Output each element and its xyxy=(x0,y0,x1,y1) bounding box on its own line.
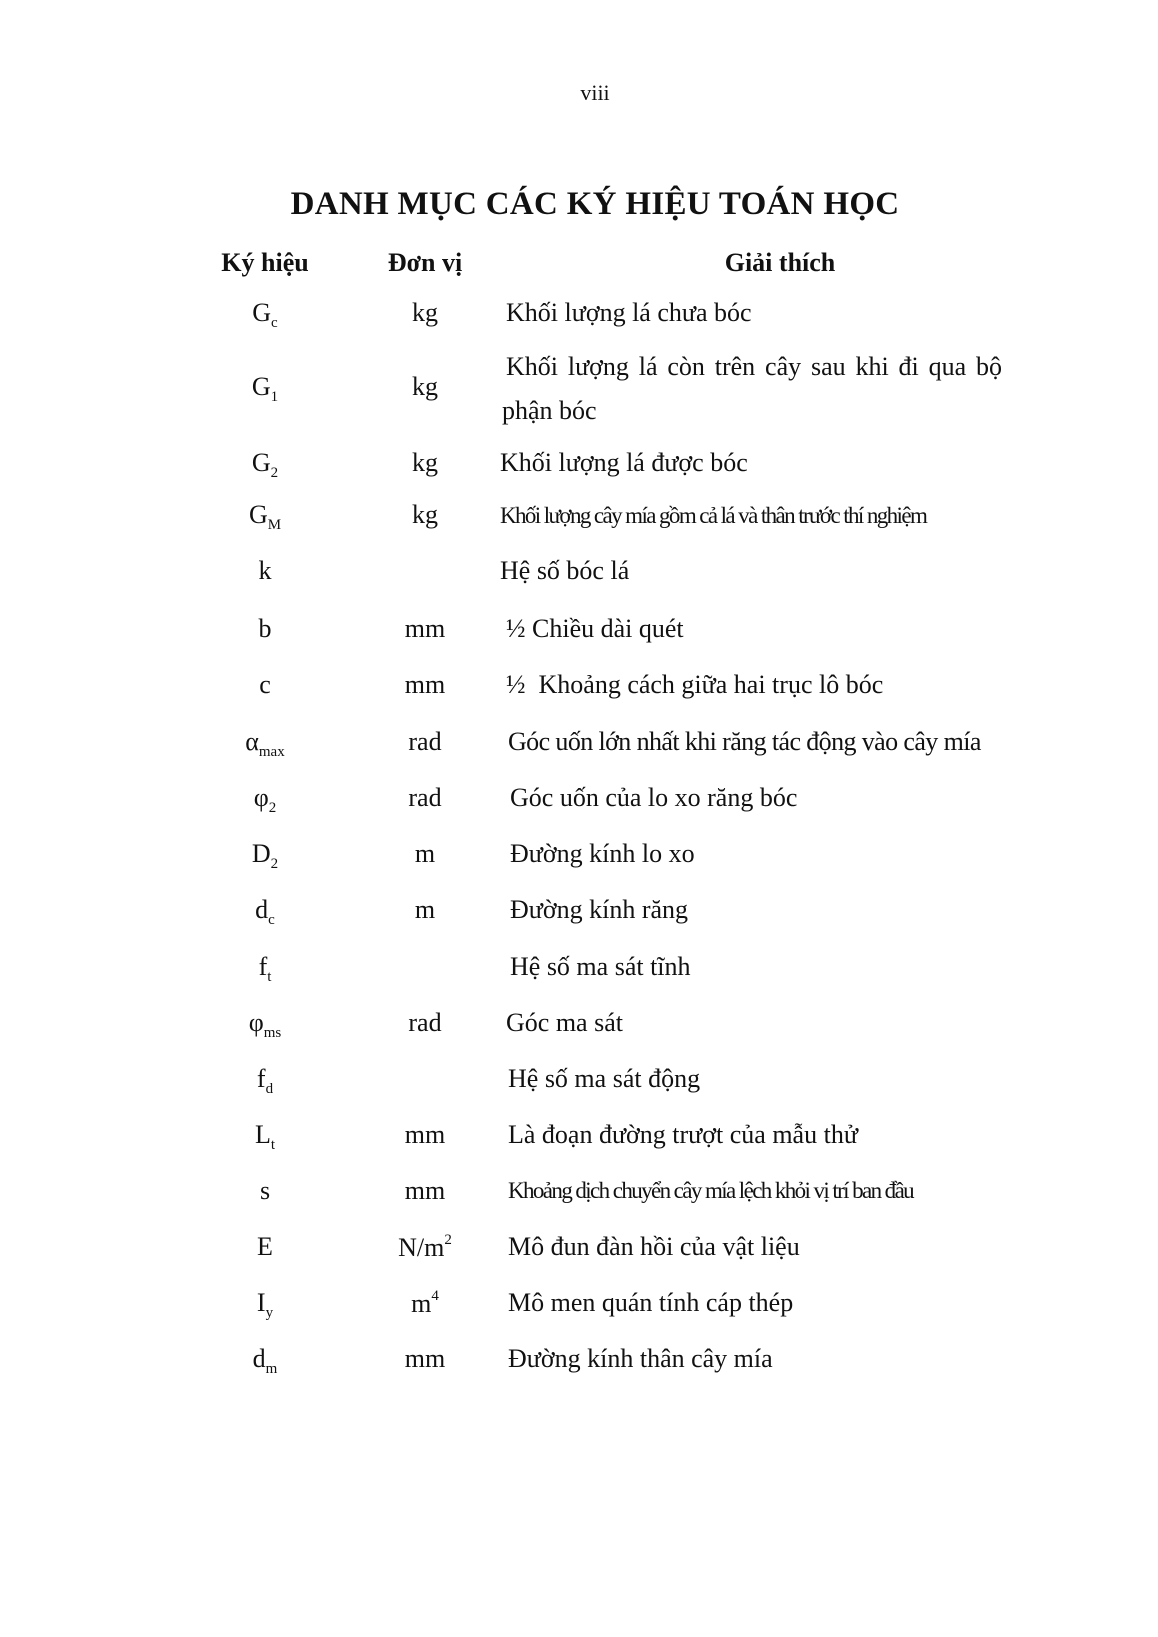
symbol: c xyxy=(259,670,271,699)
description: ½ Chiều dài quét xyxy=(506,614,684,643)
unit: $N/m^2$ xyxy=(398,1232,452,1262)
symbol: $\varphi_2$ xyxy=(253,783,277,816)
unit: rad xyxy=(408,783,442,812)
description: Góc uốn của lo xo răng bóc xyxy=(510,783,798,812)
unit: m xyxy=(414,839,436,868)
description: Góc ma sát xyxy=(506,1008,623,1037)
symbol: $\varphi_{ms}$ xyxy=(248,1008,282,1041)
description: Đường kính răng xyxy=(510,895,689,924)
symbol: b xyxy=(258,614,272,643)
unit: kg xyxy=(412,448,438,477)
symbol: $G_1$ xyxy=(251,372,279,405)
symbol: $L_t$ xyxy=(254,1120,276,1153)
description: Mô đun đàn hồi của vật liệu xyxy=(508,1232,800,1261)
header-symbol: Ký hiệu xyxy=(221,248,309,277)
description: Đường kính thân cây mía xyxy=(508,1344,773,1373)
description: Mô men quán tính cáp thép xyxy=(508,1288,794,1317)
description-continued: phận bóc xyxy=(502,396,597,425)
description: Hệ số bóc lá xyxy=(500,556,630,585)
description: Khối lượng lá chưa bóc xyxy=(506,298,752,327)
symbol: $D_2$ xyxy=(251,839,279,872)
unit: rad xyxy=(408,727,442,756)
description: Đường kính lo xo xyxy=(510,839,695,868)
unit: mm xyxy=(404,1120,446,1149)
description: Khối lượng lá còn trên cây sau khi đi qua bộ xyxy=(506,352,1002,381)
symbol: $d_c$ xyxy=(255,895,275,928)
unit: kg xyxy=(412,372,438,401)
unit: kg xyxy=(412,500,438,529)
description: Là đoạn đường trượt của mẫu thử xyxy=(508,1120,858,1149)
unit: kg xyxy=(412,298,438,327)
description: Khối lượng cây mía gồm cả lá và thân trước thí nghiệm xyxy=(500,503,927,528)
unit: mm xyxy=(404,670,446,699)
description: Hệ số ma sát tĩnh xyxy=(510,952,691,981)
header-unit: Đơn vị xyxy=(387,248,463,277)
description: Hệ số ma sát động xyxy=(508,1064,701,1093)
page-number: viii xyxy=(580,80,610,105)
symbol: k xyxy=(258,556,272,585)
description: Góc uốn lớn nhất khi răng tác động vào cây mía xyxy=(508,727,981,756)
unit: rad xyxy=(408,1008,442,1037)
symbol: $f_d$ xyxy=(256,1064,274,1097)
symbol: $I_y$ xyxy=(256,1288,274,1321)
unit: mm xyxy=(404,1344,446,1373)
unit: $m^4$ xyxy=(411,1288,439,1318)
unit: mm xyxy=(404,614,446,643)
unit: m xyxy=(414,895,436,924)
description: Khối lượng lá được bóc xyxy=(500,448,748,477)
unit: mm xyxy=(404,1176,446,1205)
description: ½ Khoảng cách giữa hai trục lô bóc xyxy=(506,670,884,699)
description: Khoảng dịch chuyển cây mía lệch khỏi vị trí ban đầu xyxy=(508,1178,914,1203)
symbol: s xyxy=(259,1176,271,1205)
header-description: Giải thích xyxy=(724,248,836,277)
symbol: $d_m$ xyxy=(252,1344,278,1377)
symbol: $G_M$ xyxy=(248,500,282,533)
symbol: $\alpha_{max}$ xyxy=(245,727,285,760)
symbol: E xyxy=(257,1232,273,1261)
symbol: $f_t$ xyxy=(258,952,272,985)
symbol: $G_2$ xyxy=(251,448,279,481)
symbol: $G_c$ xyxy=(252,298,278,331)
page-title: DANH MỤC CÁC KÝ HIỆU TOÁN HỌC xyxy=(290,186,900,222)
